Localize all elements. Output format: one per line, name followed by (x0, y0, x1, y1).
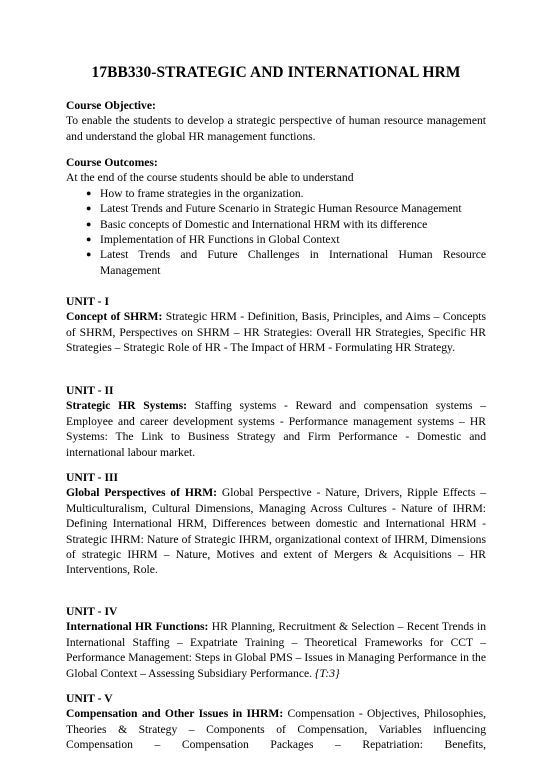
outcome-text: Latest Trends and Future Scenario in Strategic Human Resource Management (100, 202, 462, 216)
unit-2-section (66, 383, 486, 460)
outcome-item (66, 186, 486, 201)
objective-text: To enable the students to develop a strategic perspective of human resource management and understand the global HR management functions. (66, 114, 486, 143)
outcomes-intro: At the end of the course students should be able to understand (66, 171, 354, 185)
unit-content (66, 398, 486, 460)
unit-content (66, 309, 486, 355)
outcome-item (66, 217, 486, 232)
unit-body: Global Perspective - Nature, Drivers, Ripple Effects – Multiculturalism, Cultural Dimensions, Managing Across Cultures - Nature of IHRM: Defining International HRM, Differences between domestic and International HRM - Strategic IHRM: Nature of Strategic IHRM, organizational context of IHRM, Dimensions of strategic IHRM – Nature, Motives and extent of Mergers & Acquisitions – HR Interventions, Role. (66, 486, 487, 577)
unit-label: UNIT - II (66, 384, 114, 397)
outcome-text: How to frame strategies in the organization. (100, 186, 304, 200)
outcome-text: Basic concepts of Domestic and International HRM with its difference (100, 217, 428, 231)
bullet-icon: ● (86, 187, 92, 198)
unit-topic: Concept of SHRM: (66, 310, 163, 324)
outcome-item (66, 247, 486, 278)
unit-label: UNIT - III (66, 471, 118, 484)
unit-topic: International HR Functions: (66, 620, 209, 634)
outcome-text: Latest Trends and Future Challenges in International Human Resource Management (100, 248, 486, 277)
unit-3-section (66, 470, 486, 578)
unit-content (66, 706, 486, 752)
unit-label: UNIT - I (66, 295, 109, 308)
unit-topic: Strategic HR Systems: (66, 399, 187, 413)
unit-label: UNIT - V (66, 692, 113, 705)
bullet-icon: ● (86, 249, 92, 260)
outcome-text: Implementation of HR Functions in Global Context (100, 233, 340, 247)
unit-body: Strategic HRM - Definition, Basis, Principles, and Aims – Concepts of SHRM, Perspectives on SHRM – HR Strategies: Overall HR Strategies, Specific HR Strategies – Strategic Role of HR - The Impact of HRM - Formulating HR Strategy. (66, 310, 486, 355)
course-outcomes-section (66, 155, 486, 278)
course-title: 17BB330-STRATEGIC AND INTERNATIONAL HRM (91, 64, 461, 81)
unit-content (66, 485, 486, 577)
unit-5-section (66, 691, 486, 753)
outcome-item (66, 232, 486, 247)
unit-label: UNIT - IV (66, 605, 118, 618)
objective-heading: Course Objective: (66, 99, 156, 112)
unit-body: Staffing systems - Reward and compensation systems – Employee and career development systems - Performance management systems – HR Systems: The Link to Business Strategy and Firm Performance - Domestic and international labour market. (66, 399, 486, 459)
outcome-item (66, 201, 486, 216)
unit-body: HR Planning, Recruitment & Selection – Recent Trends in International Staffing – Expatriate Training – Theoretical Frameworks for CCT – Performance Management: Steps in Global PMS – Issues in Managing Performance in the Global Context – Assessing Subsidiary Performance. (66, 620, 486, 680)
unit-topic: Compensation and Other Issues in IHRM: (66, 707, 284, 721)
bullet-icon: ● (86, 203, 92, 214)
bullet-icon: ● (86, 234, 92, 245)
unit-reference: {T:3} (314, 666, 340, 680)
outcomes-heading: Course Outcomes: (66, 156, 158, 169)
unit-body: Compensation - Objectives, Philosophies, Theories & Strategy – Components of Compensation, Variables influencing Compensation – Compensation Packages – Repatriation: Benefits, (66, 707, 486, 752)
unit-topic: Global Perspectives of HRM: (66, 486, 218, 500)
course-objective-section (66, 98, 486, 144)
outcomes-list (66, 186, 486, 278)
unit-1-section (66, 294, 486, 356)
bullet-icon: ● (86, 218, 92, 229)
unit-4-section (66, 604, 486, 681)
unit-content (66, 619, 486, 681)
